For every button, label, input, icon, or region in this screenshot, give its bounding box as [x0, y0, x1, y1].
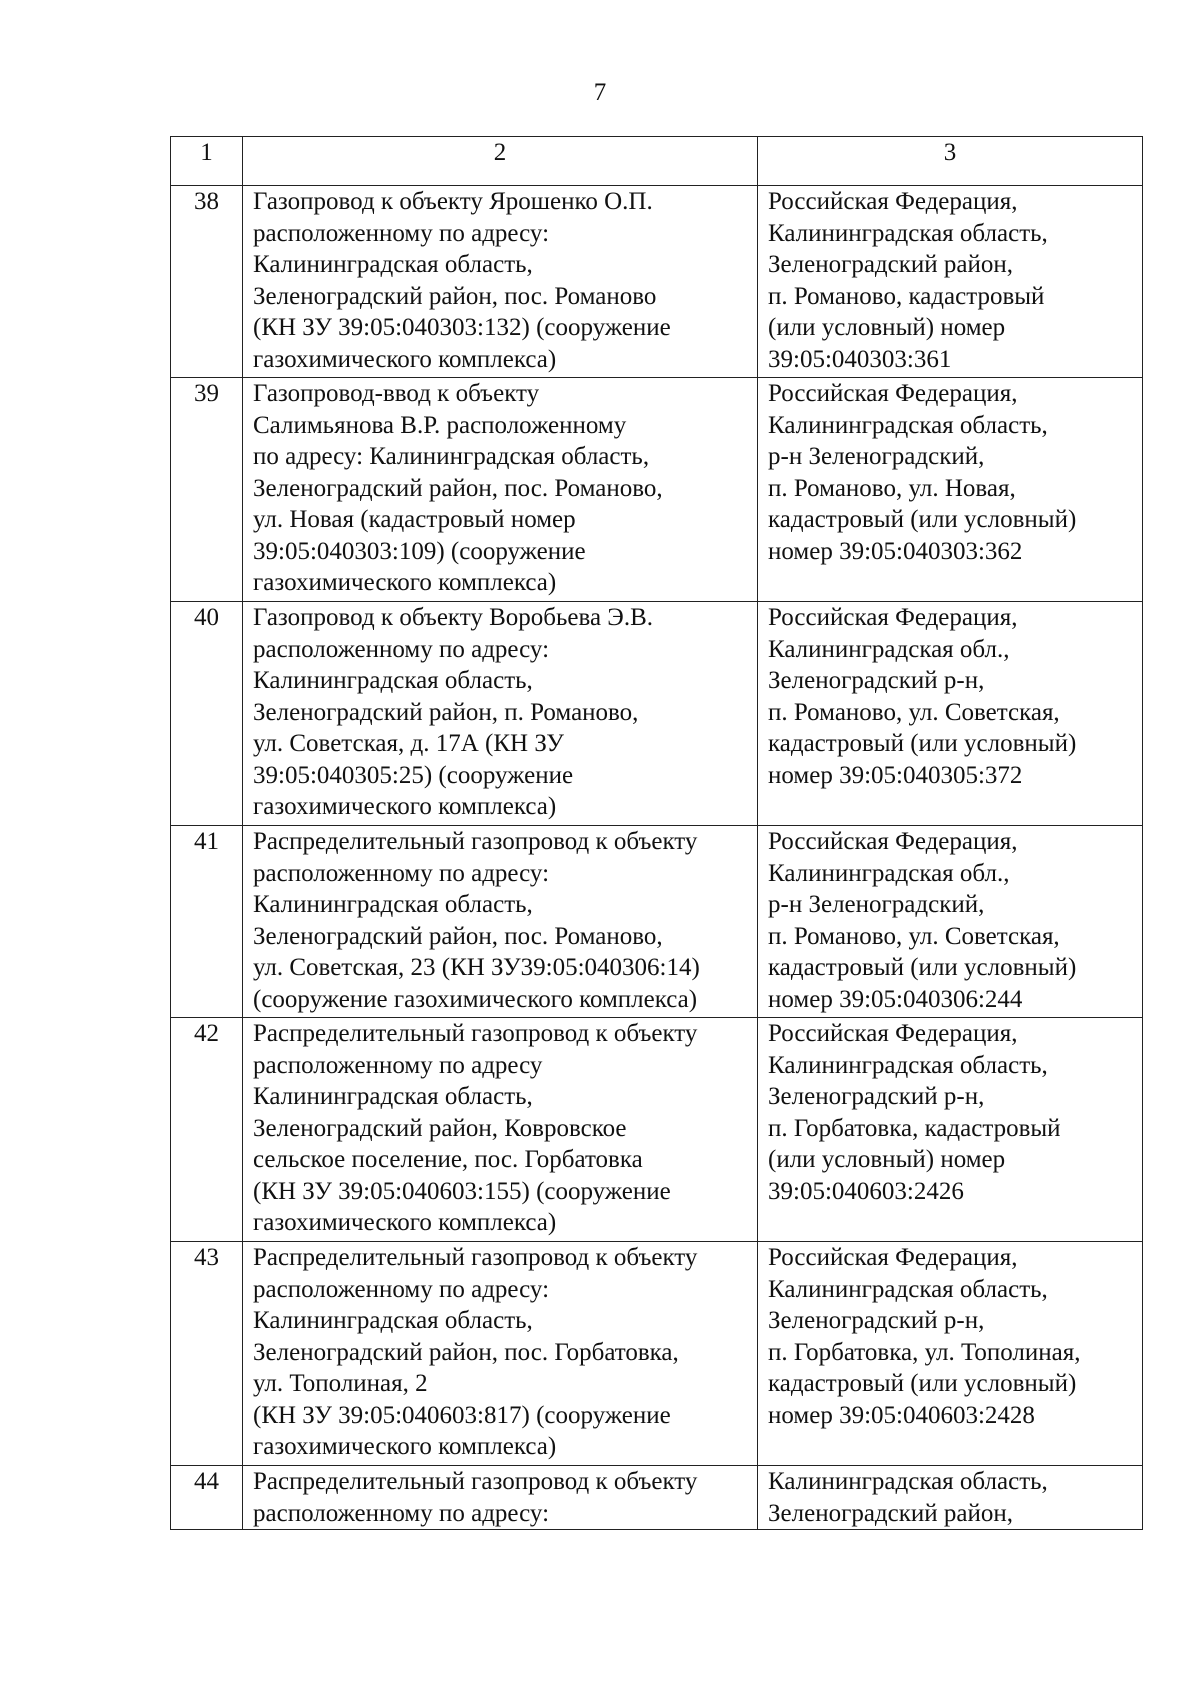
object-line: по адресу: Калининградская область, [253, 443, 650, 470]
location-line: п. Горбатовка, кадастровый [768, 1114, 1061, 1142]
location-line: Калининградская область, [768, 219, 1048, 247]
location-line: Российская Федерация, [768, 188, 1018, 215]
object-line: расположенному по адресу: [253, 1275, 550, 1303]
object-line: Газопровод к объекту Воробьева Э.В. [253, 604, 653, 631]
object-line: Зеленоградский район, Ковровское [253, 1114, 627, 1142]
row-number: 43 [171, 1242, 243, 1466]
object-line: расположенному по адресу: [253, 219, 550, 247]
object-line: ул. Тополиная, 2 [253, 1370, 428, 1397]
location-line: Калининградская область, [768, 1468, 1048, 1495]
object-location [758, 1242, 1143, 1466]
table-row [171, 602, 1143, 826]
object-description [243, 186, 758, 378]
table-header-row [171, 137, 1143, 186]
object-line: газохимического комплекса) [253, 1209, 557, 1236]
location-line: Зеленоградский р-н, [768, 1083, 985, 1110]
object-line: Газопровод к объекту Ярошенко О.П. [253, 188, 653, 215]
row-number: 40 [171, 602, 243, 826]
object-line: Распределительный газопровод к объекту [253, 1244, 698, 1271]
object-line: Зеленоградский район, пос. Романово, [253, 922, 663, 950]
object-line: 39:05:040305:25) (сооружение [253, 761, 574, 789]
location-line: п. Романово, ул. Новая, [768, 474, 1016, 502]
location-line: Российская Федерация, [768, 380, 1018, 407]
object-description [243, 602, 758, 826]
object-line: расположенному по адресу: [253, 1499, 550, 1527]
object-line: газохимического комплекса) [253, 1433, 557, 1460]
object-description [243, 378, 758, 602]
column-header-number: 1 [171, 137, 243, 186]
object-line: газохимического комплекса) [253, 569, 557, 596]
object-line: Калининградская область, [253, 1083, 533, 1110]
object-line: ул. Советская, д. 17А (КН ЗУ [253, 730, 564, 757]
object-location [758, 1018, 1143, 1242]
location-line: Российская Федерация, [768, 604, 1018, 631]
location-line: Калининградская область, [768, 1051, 1048, 1079]
location-line: 39:05:040603:2426 [768, 1177, 964, 1205]
location-line: 39:05:040303:361 [768, 345, 952, 373]
object-line: Распределительный газопровод к объекту [253, 1468, 698, 1495]
object-line: сельское поселение, пос. Горбатовка [253, 1146, 643, 1173]
row-number: 41 [171, 826, 243, 1018]
location-line: п. Романово, кадастровый [768, 282, 1045, 310]
location-line: номер 39:05:040306:244 [768, 985, 1023, 1013]
object-line: (КН ЗУ 39:05:040603:155) (сооружение [253, 1177, 671, 1205]
location-line: Зеленоградский р-н, [768, 667, 985, 694]
location-line: Российская Федерация, [768, 1020, 1018, 1047]
location-line: Российская Федерация, [768, 1244, 1018, 1271]
object-line: ул. Новая (кадастровый номер [253, 506, 576, 533]
object-line: газохимического комплекса) [253, 345, 557, 373]
object-description [243, 1018, 758, 1242]
object-description [243, 1466, 758, 1530]
object-line: Зеленоградский район, пос. Романово, [253, 474, 663, 502]
object-description [243, 826, 758, 1018]
object-line: ул. Советская, 23 (КН ЗУ39:05:040306:14) [253, 954, 700, 981]
location-line: кадастровый (или условный) [768, 730, 1077, 757]
location-line: Калининградская обл., [768, 635, 1010, 663]
row-number: 38 [171, 186, 243, 378]
location-line: Российская Федерация, [768, 828, 1018, 855]
object-line: расположенному по адресу: [253, 635, 550, 663]
location-line: Калининградская обл., [768, 859, 1010, 887]
location-line: п. Романово, ул. Советская, [768, 698, 1060, 726]
location-line: кадастровый (или условный) [768, 954, 1077, 981]
row-number: 42 [171, 1018, 243, 1242]
object-line: Салимьянова В.Р. расположенному [253, 411, 627, 439]
location-line: п. Романово, ул. Советская, [768, 922, 1060, 950]
row-number: 44 [171, 1466, 243, 1530]
table-row [171, 1242, 1143, 1466]
page-number: 7 [593, 79, 607, 106]
object-line: (КН ЗУ 39:05:040303:132) (сооружение [253, 314, 671, 341]
object-line: 39:05:040303:109) (сооружение [253, 537, 586, 565]
table-row [171, 378, 1143, 602]
location-line: Калининградская область, [768, 411, 1048, 439]
location-line: номер 39:05:040305:372 [768, 761, 1023, 789]
location-line: Зеленоградский р-н, [768, 1307, 985, 1334]
object-description [243, 1242, 758, 1466]
object-line: (сооружение газохимического комплекса) [253, 985, 698, 1013]
object-line: Газопровод-ввод к объекту [253, 380, 540, 407]
object-line: Калининградская область, [253, 891, 533, 918]
object-line: Распределительный газопровод к объекту [253, 828, 698, 855]
location-line: Зеленоградский район, [768, 1499, 1013, 1527]
object-line: (КН ЗУ 39:05:040603:817) (сооружение [253, 1401, 671, 1429]
location-line: Зеленоградский район, [768, 251, 1013, 278]
location-line: п. Горбатовка, ул. Тополиная, [768, 1338, 1081, 1366]
object-line: Калининградская область, [253, 1307, 533, 1334]
object-location [758, 826, 1143, 1018]
object-line: Зеленоградский район, пос. Горбатовка, [253, 1338, 679, 1366]
location-line: номер 39:05:040603:2428 [768, 1401, 1035, 1429]
location-line: кадастровый (или условный) [768, 506, 1077, 533]
object-location [758, 378, 1143, 602]
location-line: (или условный) номер [768, 1146, 1006, 1173]
object-line: расположенному по адресу [253, 1051, 543, 1079]
object-line: расположенному по адресу: [253, 859, 550, 887]
location-line: номер 39:05:040303:362 [768, 537, 1023, 565]
object-line: Калининградская область, [253, 251, 533, 278]
object-location [758, 602, 1143, 826]
object-line: Распределительный газопровод к объекту [253, 1020, 698, 1047]
location-line: (или условный) номер [768, 314, 1006, 341]
location-line: р-н Зеленоградский, [768, 443, 985, 470]
location-line: Калининградская область, [768, 1275, 1048, 1303]
object-location [758, 1466, 1143, 1530]
table-row [171, 1018, 1143, 1242]
column-header-location: 3 [758, 137, 1143, 186]
column-header-object: 2 [243, 137, 758, 186]
location-line: р-н Зеленоградский, [768, 891, 985, 918]
table-row [171, 826, 1143, 1018]
location-line: кадастровый (или условный) [768, 1370, 1077, 1397]
table-row [171, 1466, 1143, 1530]
object-location [758, 186, 1143, 378]
object-line: Зеленоградский район, п. Романово, [253, 698, 639, 726]
row-number: 39 [171, 378, 243, 602]
object-line: газохимического комплекса) [253, 793, 557, 820]
objects-table [170, 136, 1143, 1530]
table-row [171, 186, 1143, 378]
object-line: Калининградская область, [253, 667, 533, 694]
object-line: Зеленоградский район, пос. Романово [253, 282, 657, 310]
